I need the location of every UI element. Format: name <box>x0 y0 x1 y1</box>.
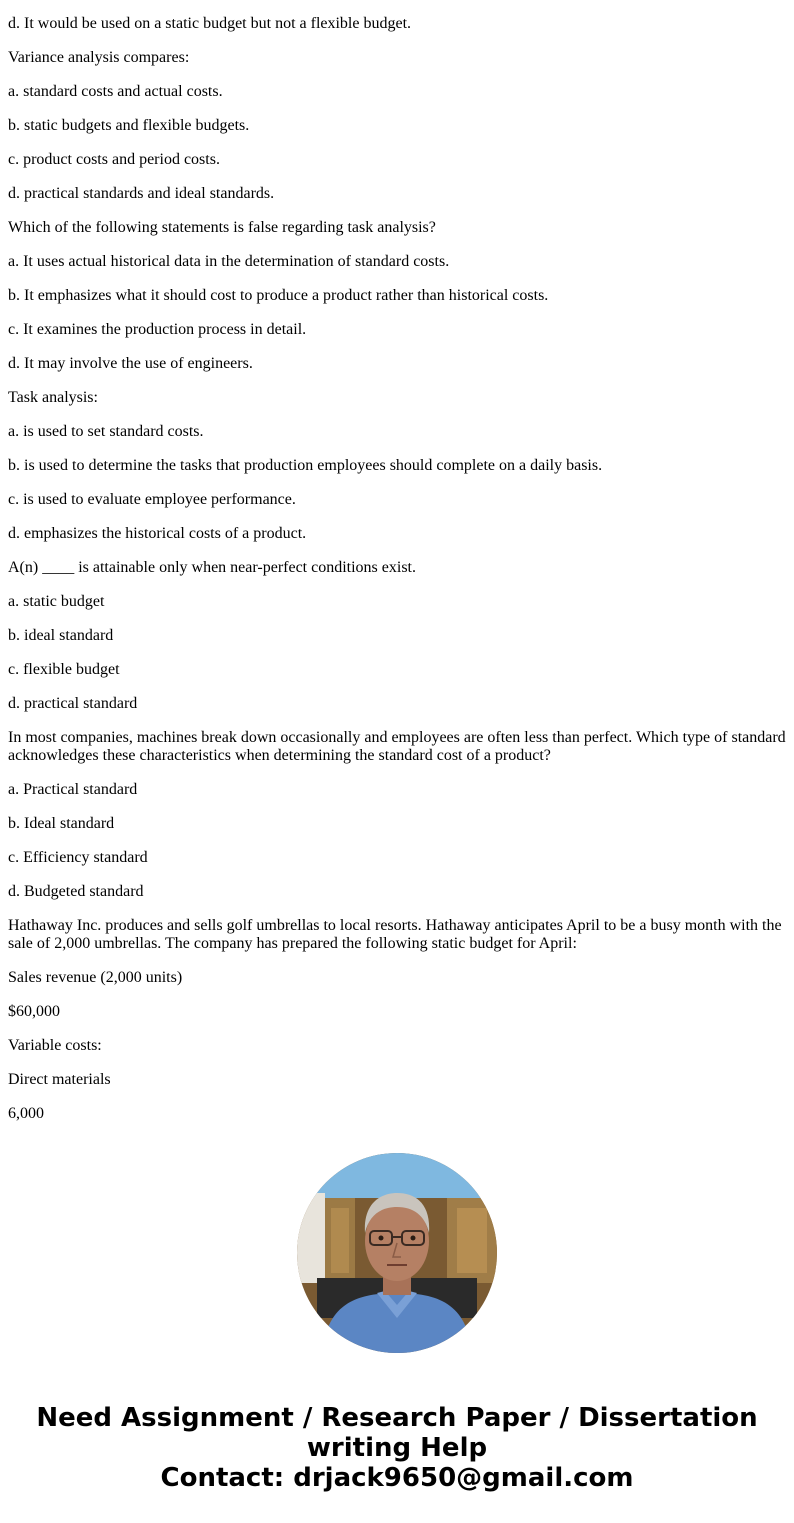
answer-option: d. emphasizes the historical costs of a product. <box>8 525 307 542</box>
budget-line-label: Sales revenue (2,000 units) <box>8 969 183 986</box>
answer-option: c. product costs and period costs. <box>8 151 220 168</box>
budget-line-label: Variable costs: <box>8 1037 102 1054</box>
question: Hathaway Inc. produces and sells golf umbrellas to local resorts. Hathaway anticipates April to be a busy month with the sale of 2,000 umbrellas. The company has prepared the following static budget for April: <box>8 917 782 952</box>
answer-option: a. It uses actual historical data in the determination of standard costs. <box>8 253 450 270</box>
answer-option: a. is used to set standard costs. <box>8 423 204 440</box>
answer-option: a. Practical standard <box>8 781 138 798</box>
question: In most companies, machines break down occasionally and employees are often less than perfect. Which type of standard acknowledges these characteristics when determining the standard cost of a product? <box>8 729 786 764</box>
budget-line-value: 6,000 <box>8 1105 44 1122</box>
banner-line: writing Help <box>306 1433 488 1463</box>
answer-option: d. practical standard <box>8 695 138 712</box>
answer-option: b. is used to determine the tasks that production employees should complete on a daily basis. <box>8 457 603 474</box>
answer-option: c. is used to evaluate employee performance. <box>8 491 296 508</box>
answer-option: c. It examines the production process in detail. <box>8 321 307 338</box>
person-photo-icon <box>297 1153 497 1353</box>
answer-option: b. Ideal standard <box>8 815 115 832</box>
answer-option: d. Budgeted standard <box>8 883 144 900</box>
avatar <box>297 1153 497 1353</box>
answer-option: c. flexible budget <box>8 661 120 678</box>
budget-line-label: Direct materials <box>8 1071 111 1088</box>
question: A(n) ____ is attainable only when near-perfect conditions exist. <box>8 559 416 576</box>
question: Task analysis: <box>8 389 98 406</box>
paragraph: d. It would be used on a static budget but not a flexible budget. <box>8 15 412 32</box>
answer-option: c. Efficiency standard <box>8 849 148 866</box>
answer-option: b. It emphasizes what it should cost to produce a product rather than historical costs. <box>8 287 549 304</box>
answer-option: d. practical standards and ideal standards. <box>8 185 275 202</box>
answer-option: b. ideal standard <box>8 627 114 644</box>
question: Variance analysis compares: <box>8 49 190 66</box>
answer-option: d. It may involve the use of engineers. <box>8 355 253 372</box>
document-body <box>0 15 794 1139</box>
answer-option: a. static budget <box>8 593 105 610</box>
answer-option: b. static budgets and flexible budgets. <box>8 117 250 134</box>
budget-line-value: $60,000 <box>8 1003 60 1020</box>
contact-email: Contact: drjack9650@gmail.com <box>160 1463 634 1493</box>
banner-line: Need Assignment / Research Paper / Dissertation <box>36 1403 758 1433</box>
contact-banner <box>0 1403 794 1493</box>
answer-option: a. standard costs and actual costs. <box>8 83 223 100</box>
question: Which of the following statements is false regarding task analysis? <box>8 219 436 236</box>
